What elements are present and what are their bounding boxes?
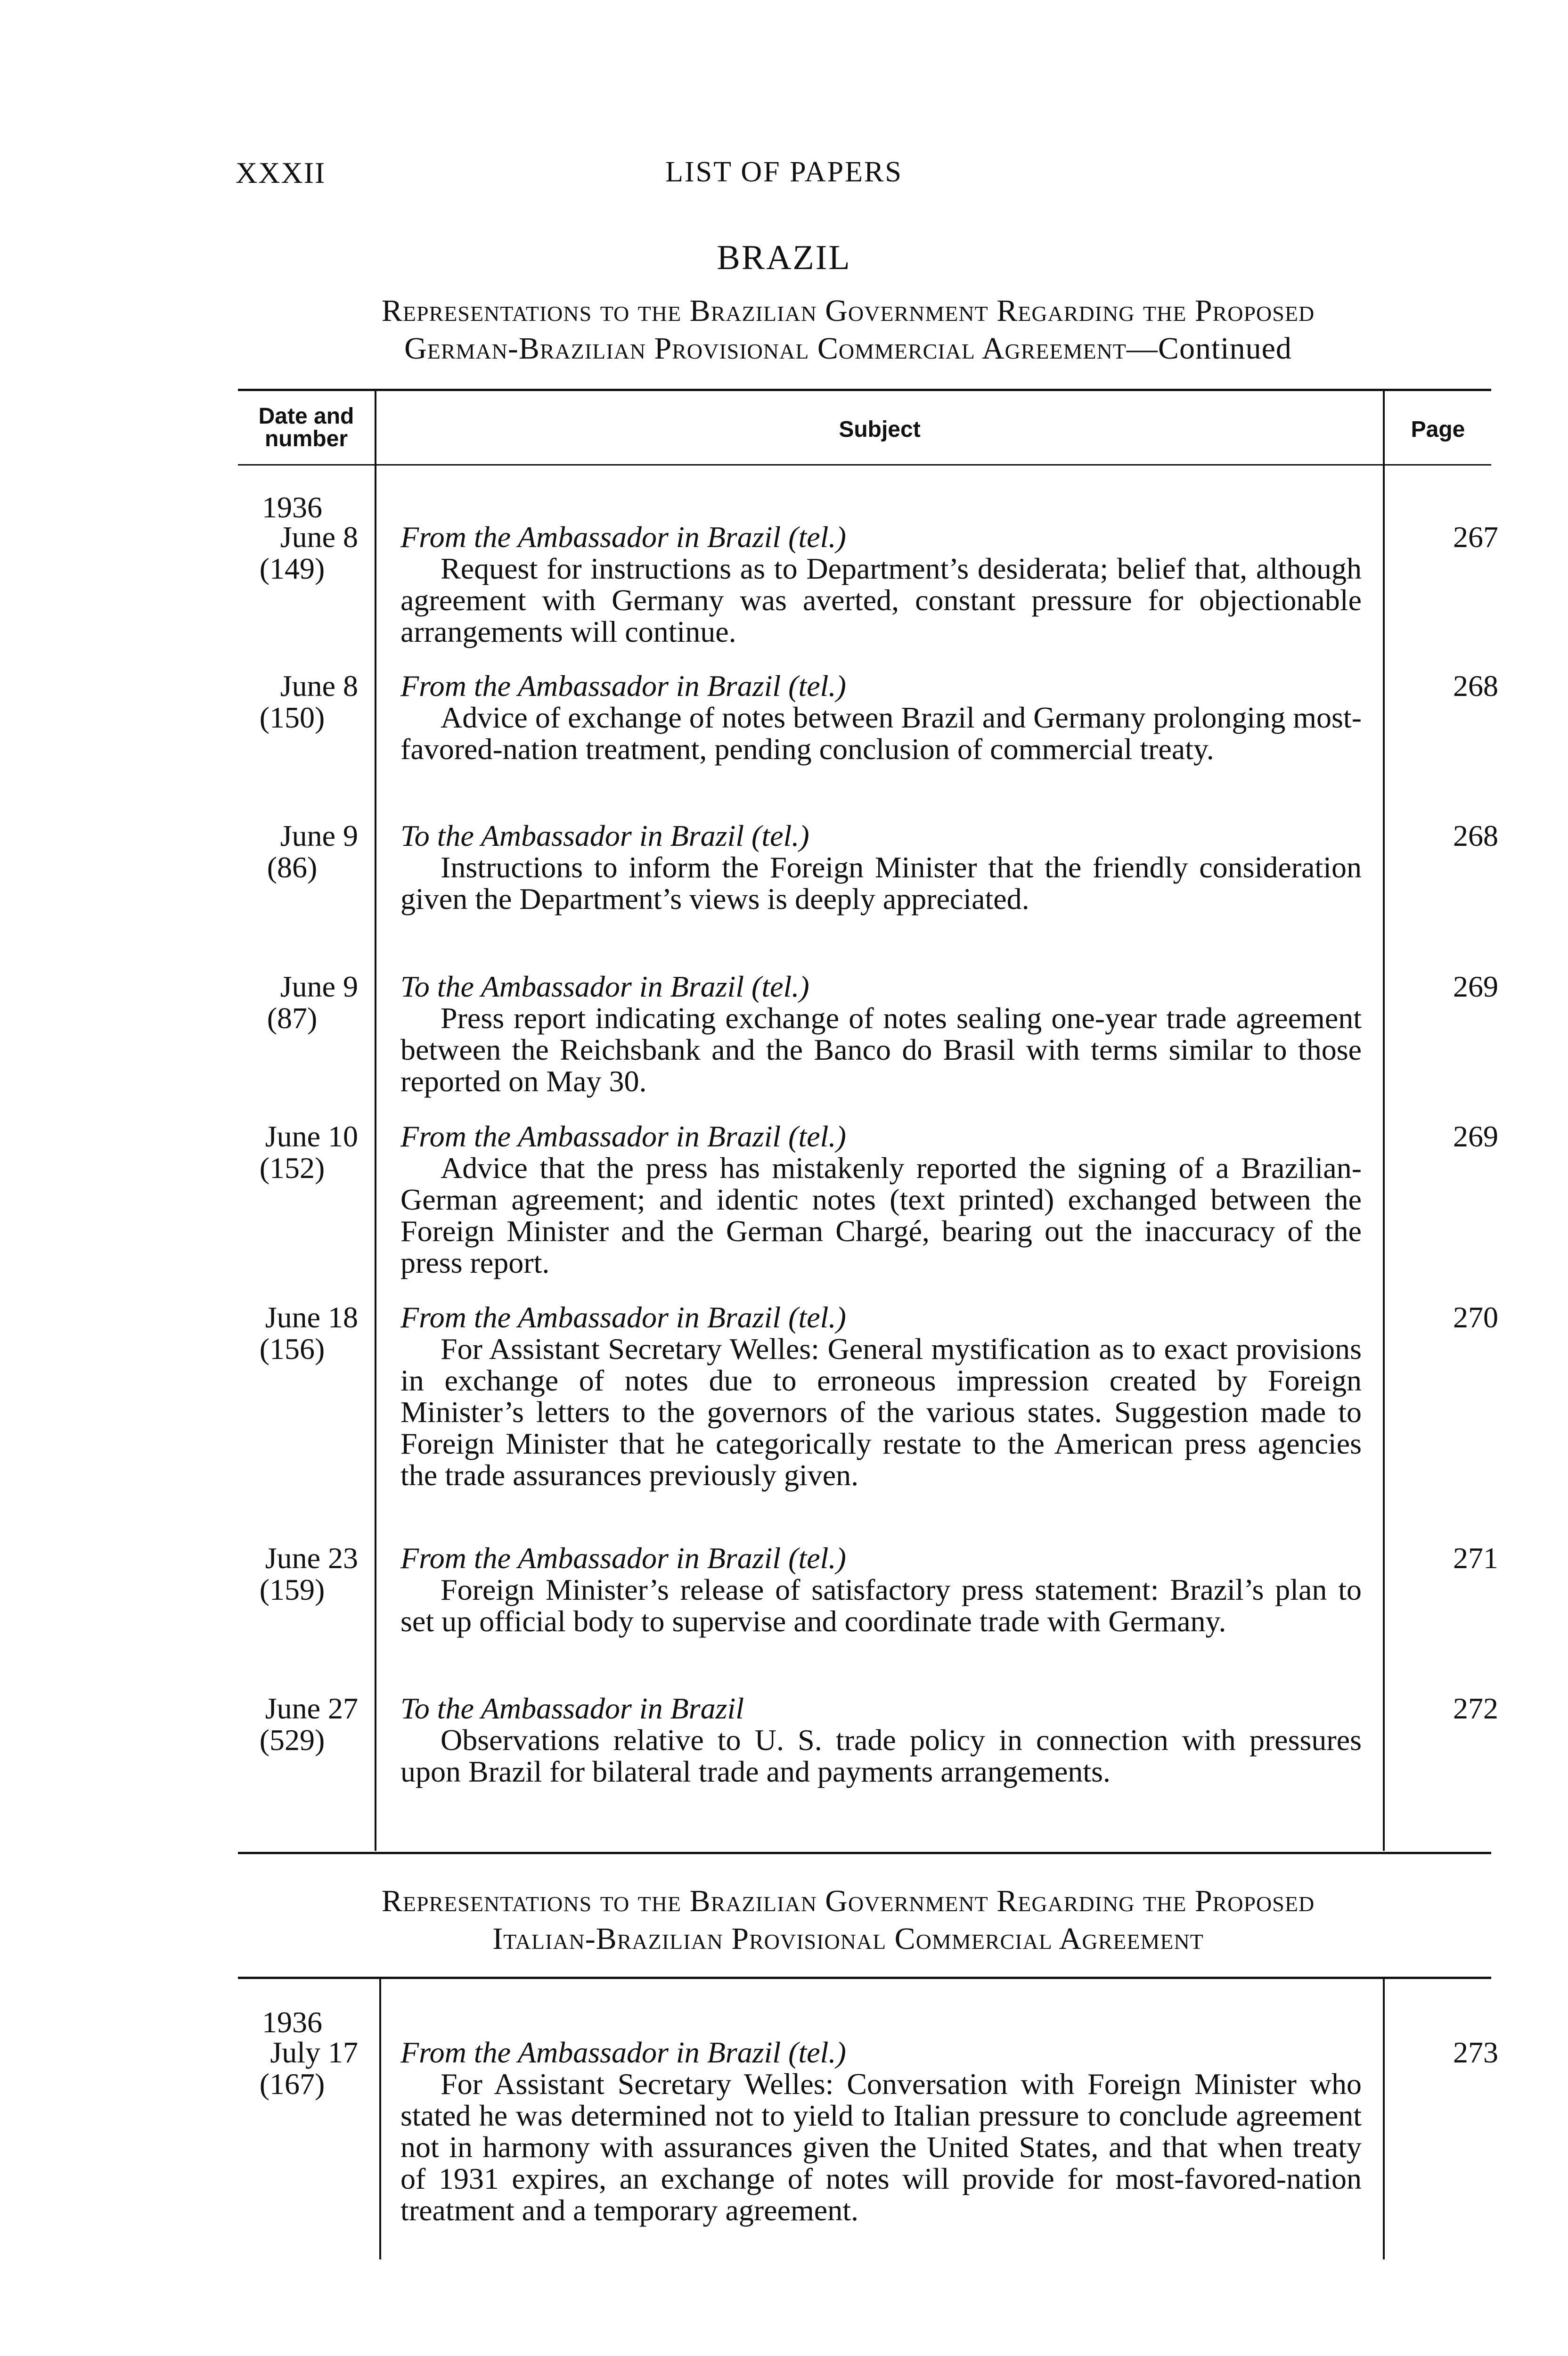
entry-date: June 27: [265, 1692, 358, 1725]
entry-summary: Advice that the press has mistakenly reported the signing of a Brazilian-German agreement; and identic notes (text printed) exchanged between the Foreign Minister and the German Chargé, bearing out the inaccuracy of the press report.: [400, 1151, 1362, 1279]
table1-top-rule: [238, 389, 1491, 391]
entry-addressee: From the Ambassador in Brazil: [400, 1301, 781, 1334]
entry-addressee-line: [400, 521, 1362, 553]
entry-subject: [400, 1301, 1362, 1491]
entry-summary: Advice of exchange of notes between Brazil and Germany prolonging most-favored-nation treatment, pending conclusion of commercial treaty.: [400, 701, 1362, 766]
entry-addressee-line: [400, 1301, 1362, 1333]
entry-addressee-line: [400, 820, 1362, 851]
section1-heading-line2-text: German-Brazilian Provisional Commercial Agreement: [404, 331, 1127, 366]
entry-date: June 9: [280, 819, 358, 852]
entry-addressee-line: [400, 1121, 1362, 1152]
header-page: Page: [1411, 417, 1465, 442]
entry-addressee: From the Ambassador in Brazil: [400, 520, 781, 554]
entry-channel: (tel.): [788, 520, 846, 554]
entry-page: 268: [1453, 819, 1498, 852]
entry-channel: (tel.): [788, 1541, 846, 1575]
entry-date: June 8: [280, 669, 358, 703]
entry-page: 269: [1453, 1120, 1498, 1153]
entry-subject: [400, 1693, 1362, 1787]
entry-channel: (tel.): [788, 1120, 846, 1153]
entry-summary: For Assistant Secretary Welles: Conversation with Foreign Minister who stated he was determined not to yield to Italian pressure to conclude agreement not in harmony with assurances given the United States, and that when treaty of 1931 expires, an exchange of notes will provide for most-favored-nation treatment and a temporary agreement.: [400, 2067, 1362, 2227]
entry-summary: Foreign Minister’s release of satisfactory press statement: Brazil’s plan to set up official body to supervise and coordinate trade with Germany.: [400, 1573, 1362, 1638]
header-underline-date: [238, 464, 375, 466]
section2-year: 1936: [262, 2005, 322, 2039]
entry-addressee: To the Ambassador in Brazil: [400, 970, 744, 1003]
entry-date: July 17: [270, 2036, 358, 2069]
entry-summary: Press report indicating exchange of notes sealing one-year trade agreement between the Reichsbank and the Banco do Brasil with terms similar to those reported on May 30.: [400, 1001, 1362, 1098]
entry-subject: [400, 2037, 1362, 2226]
entry-page: 267: [1453, 520, 1498, 554]
entry-summary: Observations relative to U. S. trade policy in connection with pressures upon Brazil for bilateral trade and payments arrangements.: [400, 1723, 1362, 1788]
entry-addressee: From the Ambassador in Brazil: [400, 1541, 781, 1575]
entry-subject: [400, 1121, 1362, 1278]
entry-addressee-line: [400, 971, 1362, 1002]
header-date-number-line1: Date and: [258, 404, 354, 429]
entry-channel: (tel.): [788, 1301, 846, 1334]
entry-addressee: To the Ambassador in Brazil: [400, 1692, 744, 1725]
section1-heading-suffix: —Continued: [1126, 331, 1292, 366]
section2-heading-line1: Representations to the Brazilian Government Regarding the Proposed: [381, 1884, 1315, 1918]
table1-bottom-rule: [238, 1852, 1491, 1854]
entry-summary: Instructions to inform the Foreign Minister that the friendly consideration given the Department’s views is deeply appreciated.: [400, 851, 1362, 916]
entry-subject: [400, 670, 1362, 765]
section2-heading: [198, 1882, 1498, 1958]
entry-page: 268: [1453, 669, 1498, 703]
entry-date: June 8: [280, 520, 358, 554]
table1-divider-right: [1383, 390, 1385, 1851]
entry-channel: (tel.): [788, 669, 846, 703]
section1-year: 1936: [262, 491, 322, 524]
entry-date: June 23: [265, 1541, 358, 1575]
entry-addressee: From the Ambassador in Brazil: [400, 2036, 781, 2069]
header-date-number: [238, 405, 375, 450]
section1-heading-line1: Representations to the Brazilian Government Regarding the Proposed: [381, 294, 1315, 328]
entry-subject: [400, 521, 1362, 647]
section1-heading-line2: [198, 330, 1498, 368]
entry-page: 270: [1453, 1301, 1498, 1334]
entry-number: (156): [259, 1332, 325, 1366]
entry-date: June 9: [280, 970, 358, 1003]
entry-number: (529): [259, 1723, 325, 1757]
entry-page: 271: [1453, 1541, 1498, 1575]
entry-date: June 18: [265, 1301, 358, 1334]
entry-number: (159): [259, 1573, 325, 1606]
entry-number: (167): [259, 2067, 325, 2101]
entry-channel: (tel.): [788, 2036, 846, 2069]
entry-summary: Request for instructions as to Department’s desiderata; belief that, although agreement with Germany was averted, constant pressure for objectionable arrangements will continue.: [400, 552, 1362, 648]
entry-subject: [400, 971, 1362, 1097]
entry-number: (86): [267, 851, 318, 884]
entry-addressee-line: [400, 2037, 1362, 2068]
entry-subject: [400, 1542, 1362, 1637]
entry-number: (150): [259, 701, 325, 734]
entry-addressee: From the Ambassador in Brazil: [400, 1120, 781, 1153]
header-underline-subject: [376, 464, 1383, 466]
entry-number: (87): [267, 1001, 318, 1035]
entry-addressee: To the Ambassador in Brazil: [400, 819, 744, 852]
entry-channel: (tel.): [751, 819, 809, 852]
entry-number: (152): [259, 1151, 325, 1185]
page-folio: XXXII: [236, 156, 326, 189]
entry-summary: For Assistant Secretary Welles: General mystification as to exact provisions in exchange of notes due to erroneous impression created by Foreign Minister’s letters to the governors of the various states. Suggestion made to Foreign Minister that he categorically restate to the American press agencies the trade assurances previously given.: [400, 1332, 1362, 1492]
header-underline-page: [1385, 464, 1491, 466]
entry-number: (149): [259, 552, 325, 585]
entry-date: June 10: [265, 1120, 358, 1153]
table1-divider-left: [375, 390, 376, 1851]
table2-divider-right: [1383, 1977, 1385, 2259]
entry-page: 269: [1453, 970, 1498, 1003]
entry-addressee-line: [400, 670, 1362, 702]
country-heading: BRAZIL: [717, 238, 851, 277]
table2-top-rule: [238, 1977, 1491, 1979]
entry-subject: [400, 820, 1362, 915]
section2-heading-line2: Italian-Brazilian Provisional Commercial Agreement: [492, 1922, 1204, 1956]
table2-divider-left: [379, 1977, 381, 2259]
running-head: [0, 155, 1568, 198]
entry-page: 273: [1453, 2036, 1498, 2069]
header-subject: Subject: [839, 417, 921, 442]
entry-addressee: From the Ambassador in Brazil: [400, 669, 781, 703]
entry-addressee-line: [400, 1693, 1362, 1724]
entry-page: 272: [1453, 1692, 1498, 1725]
entry-addressee-line: [400, 1542, 1362, 1574]
header-date-number-line2: number: [264, 426, 348, 451]
section1-heading: [198, 292, 1498, 368]
entry-channel: (tel.): [751, 970, 809, 1003]
running-title: LIST OF PAPERS: [665, 156, 903, 188]
